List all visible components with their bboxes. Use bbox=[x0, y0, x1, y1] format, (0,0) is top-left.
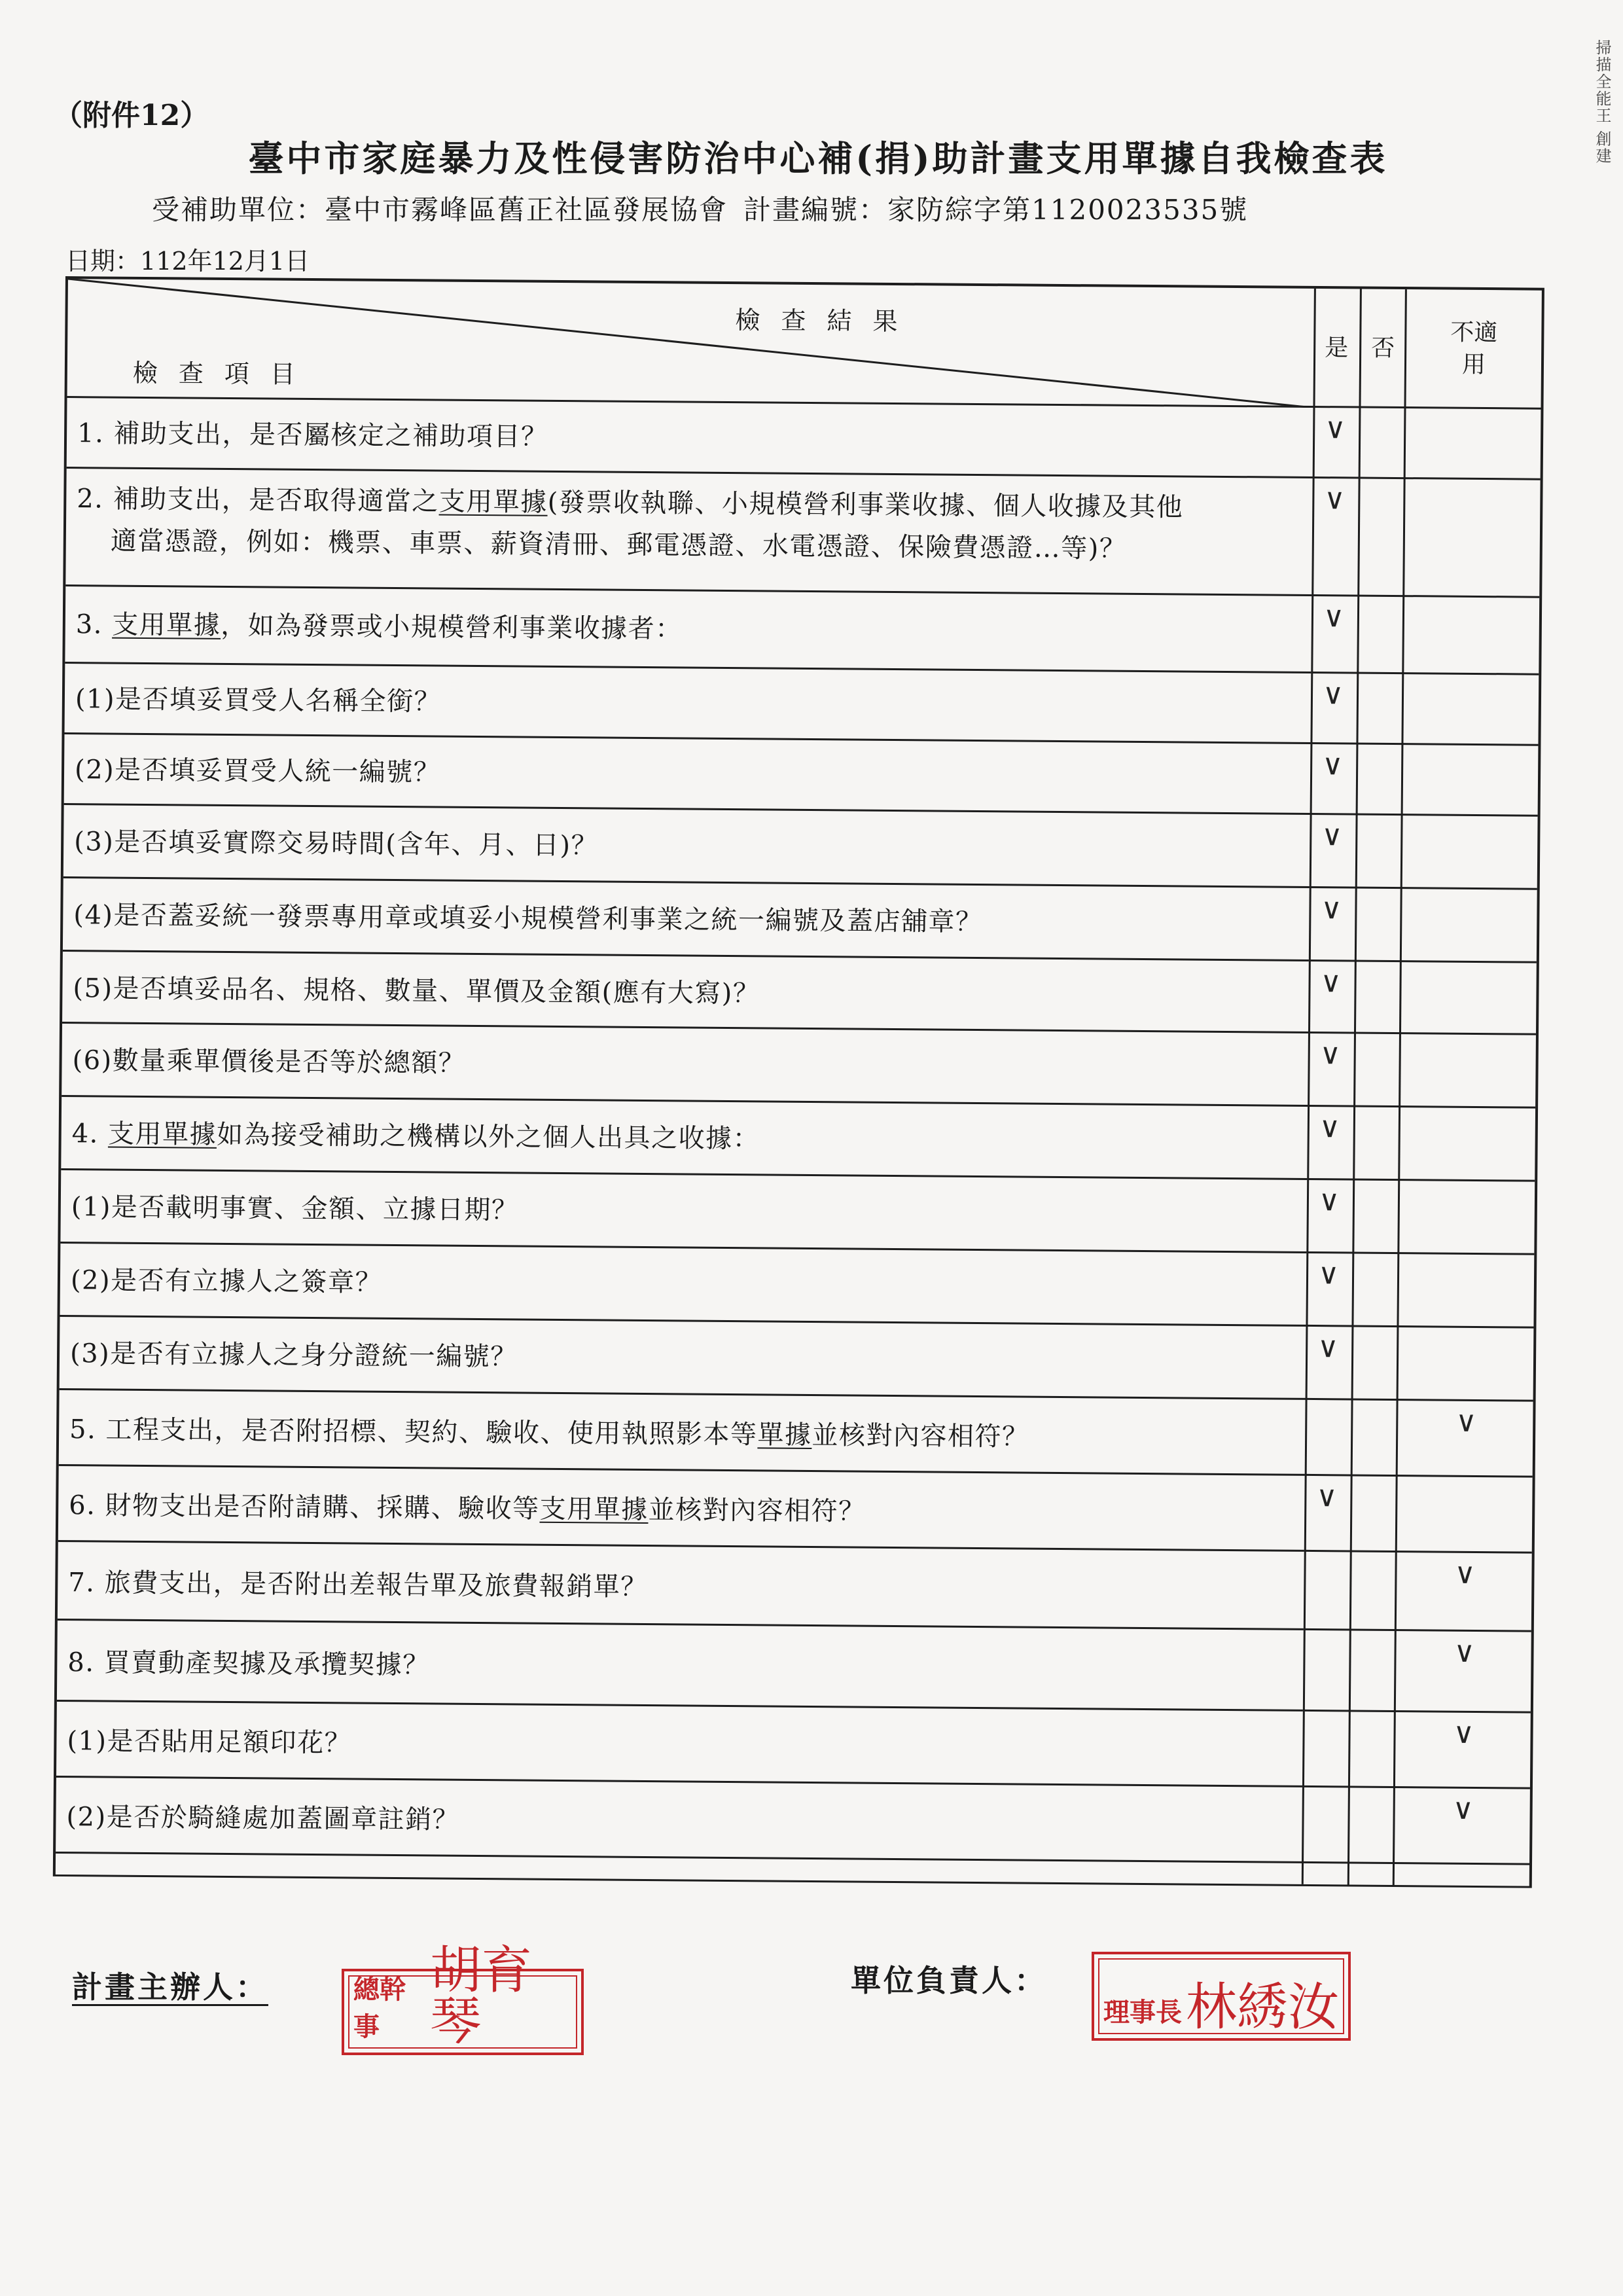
row-item-text bbox=[73, 967, 760, 1014]
row-item-text bbox=[70, 1333, 518, 1378]
row-item-line: 3. 支用單據，如為發票或小規模營利事業收據者： bbox=[75, 609, 683, 645]
row-item-text bbox=[74, 821, 598, 867]
organizer-stamp-frame bbox=[348, 1975, 577, 2049]
header-yes: 是 bbox=[1325, 334, 1349, 362]
column-divider-no bbox=[1347, 289, 1362, 1885]
organizer-stamp-title: 總幹事 bbox=[353, 1974, 406, 2042]
column-divider-na bbox=[1393, 289, 1407, 1885]
head-stamp-title: 理事長 bbox=[1103, 1997, 1182, 2028]
result-cell-divider bbox=[1308, 1031, 1536, 1035]
date-line bbox=[65, 241, 310, 277]
header-not-applicable bbox=[1406, 289, 1541, 410]
check-mark-yes: ∨ bbox=[1321, 892, 1342, 926]
result-cell-divider bbox=[1311, 594, 1539, 598]
organizer-label: 計畫主辦人： bbox=[72, 1969, 268, 2005]
unit-line bbox=[152, 188, 1248, 228]
result-cell-divider bbox=[1306, 1325, 1533, 1329]
table-row bbox=[67, 398, 1313, 478]
table-row bbox=[62, 952, 1309, 1033]
table-row bbox=[63, 878, 1310, 961]
row-item-text bbox=[72, 1039, 465, 1085]
checklist-table bbox=[53, 276, 1544, 1888]
row-item-line: (5)是否填妥品名、規格、數量、單價及金額(應有大寫)？ bbox=[73, 973, 760, 1009]
scanner-watermark bbox=[1588, 39, 1614, 165]
table-row bbox=[58, 1542, 1304, 1630]
head-stamp-name: 林綉汝 bbox=[1186, 1978, 1340, 2037]
check-mark-yes: ∨ bbox=[1319, 1037, 1342, 1071]
date-label: 日期： bbox=[65, 247, 141, 276]
check-mark-yes: ∨ bbox=[1321, 748, 1344, 782]
table-row bbox=[56, 1778, 1302, 1863]
plan-label: 計畫編號： bbox=[743, 194, 888, 226]
header-result: 檢查結果 bbox=[735, 306, 919, 336]
row-item-text bbox=[71, 1259, 383, 1304]
table-row bbox=[60, 1244, 1307, 1327]
row-item-line: 1. 補助支出，是否屬核定之補助項目？ bbox=[77, 418, 548, 452]
check-mark-yes: ∨ bbox=[1317, 1257, 1340, 1291]
result-cell-divider bbox=[1302, 1785, 1530, 1789]
check-mark-yes: ∨ bbox=[1318, 1184, 1340, 1218]
row-item-line: (2)是否有立據人之簽章？ bbox=[70, 1265, 383, 1298]
result-cell-divider bbox=[1310, 742, 1538, 746]
head-stamp-frame bbox=[1098, 1958, 1344, 2037]
organizer-stamp-name: 胡育琴 bbox=[430, 1941, 533, 2051]
row-item-line: 8. 買賣動產契據及承攬契據？ bbox=[67, 1647, 430, 1681]
table-row bbox=[65, 469, 1312, 596]
row-item-text bbox=[68, 1562, 648, 1608]
row-item-text bbox=[73, 894, 983, 943]
table-row bbox=[56, 1702, 1303, 1787]
row-item-text bbox=[75, 678, 442, 723]
plan-value: 家防綜字第1120023535號 bbox=[887, 194, 1249, 226]
check-mark-na: ∨ bbox=[1455, 1405, 1477, 1439]
check-mark-yes: ∨ bbox=[1322, 677, 1344, 711]
row-item-line: (4)是否蓋妥統一發票專用章或填妥小規模營利事業之統一編號及蓋店舖章？ bbox=[73, 900, 983, 938]
table-row bbox=[58, 1466, 1305, 1552]
row-item-text bbox=[71, 1186, 519, 1231]
result-cell-divider bbox=[1304, 1628, 1531, 1632]
head-stamp bbox=[1092, 1952, 1351, 2041]
organizer-stamp bbox=[342, 1941, 584, 2055]
result-cell-divider bbox=[1306, 1398, 1533, 1402]
table-row bbox=[61, 1097, 1308, 1180]
header-not-applicable-label: 不適用 bbox=[1450, 319, 1498, 379]
table-row bbox=[65, 586, 1311, 673]
table-header bbox=[67, 279, 1542, 410]
check-mark-na: ∨ bbox=[1454, 1635, 1475, 1669]
row-item-line: (3)是否有立據人之身分證統一編號？ bbox=[69, 1338, 518, 1372]
check-mark-yes: ∨ bbox=[1320, 965, 1342, 999]
row-item-line: 4. 支用單據如為接受補助之機構以外之個人出具之收據： bbox=[71, 1119, 760, 1155]
check-mark-na: ∨ bbox=[1452, 1792, 1474, 1826]
row-item-line: 6. 財物支出是否附請購、採購、驗收等支用單據並核對內容相符？ bbox=[69, 1490, 866, 1527]
row-item-line: (6)數量乘單價後是否等於總額？ bbox=[72, 1045, 466, 1079]
result-cell-divider bbox=[1303, 1710, 1531, 1713]
check-mark-yes: ∨ bbox=[1323, 600, 1345, 634]
scanner-watermark-text: 掃描全能王 創建 bbox=[1593, 39, 1611, 165]
row-item-line: (1)是否貼用足額印花？ bbox=[67, 1726, 352, 1759]
row-item-text bbox=[77, 478, 1184, 570]
row-item-text bbox=[67, 1720, 351, 1764]
date-value: 112年12月1日 bbox=[140, 247, 310, 276]
check-mark-na: ∨ bbox=[1453, 1716, 1474, 1750]
table-row bbox=[57, 1621, 1304, 1712]
row-item-text bbox=[76, 603, 683, 650]
result-cell-divider bbox=[1307, 1178, 1535, 1182]
result-cell-divider bbox=[1310, 886, 1537, 890]
header-no: 否 bbox=[1371, 334, 1395, 362]
row-item-line: 5. 工程支出，是否附招標、契約、驗收、使用執照影本等單據並核對內容相符？ bbox=[69, 1414, 1029, 1452]
row-item-text bbox=[67, 1641, 430, 1686]
table-row bbox=[62, 1024, 1308, 1107]
row-item-line-continued: 適當憑證，例如：機票、車票、薪資清冊、郵電憑證、水電憑證、保險費憑證…等)？ bbox=[110, 526, 1127, 564]
result-cell-divider bbox=[1309, 960, 1537, 963]
row-item-line: 7. 旅費支出，是否附出差報告單及旅費報銷單？ bbox=[68, 1568, 648, 1603]
result-cell-divider bbox=[1306, 1251, 1534, 1255]
check-mark-na: ∨ bbox=[1454, 1556, 1476, 1590]
check-mark-yes: ∨ bbox=[1325, 412, 1346, 446]
check-mark-yes: ∨ bbox=[1321, 819, 1343, 853]
attachment-label: （附件12） bbox=[54, 99, 209, 132]
document-title: 臺中市家庭暴力及性侵害防治中心補(捐)助計畫支用單據自我檢查表 bbox=[248, 137, 1388, 179]
row-item-text bbox=[75, 749, 441, 793]
row-item-line: 2. 補助支出，是否取得適當之支用單據(發票收執聯、小規模營利事業收據、個人收據及其他 bbox=[77, 484, 1184, 523]
row-item-line: (2)是否於騎縫處加蓋圖章註銷？ bbox=[66, 1802, 460, 1835]
result-cell-divider bbox=[1304, 1550, 1532, 1554]
result-cell-divider bbox=[1313, 476, 1541, 480]
check-mark-yes: ∨ bbox=[1317, 1331, 1339, 1365]
result-cell-divider bbox=[1308, 1105, 1535, 1109]
table-row bbox=[60, 1317, 1306, 1400]
unit-value: 臺中市霧峰區舊正社區發展協會 bbox=[325, 194, 728, 226]
table-row bbox=[63, 805, 1310, 888]
table-row bbox=[59, 1390, 1306, 1476]
result-cell-divider bbox=[1302, 1861, 1529, 1865]
table-row bbox=[65, 664, 1311, 744]
result-cell-divider bbox=[1305, 1474, 1533, 1478]
row-item-text bbox=[69, 1408, 1029, 1458]
result-cell-divider bbox=[1310, 813, 1538, 817]
check-mark-yes: ∨ bbox=[1324, 482, 1346, 516]
header-item: 檢查項目 bbox=[132, 358, 317, 389]
row-item-line: (3)是否填妥實際交易時間(含年、月、日)？ bbox=[74, 827, 599, 861]
row-item-text bbox=[66, 1796, 459, 1841]
check-mark-yes: ∨ bbox=[1316, 1480, 1338, 1514]
row-item-line: (2)是否填妥買受人統一編號？ bbox=[74, 755, 441, 788]
row-item-line: (1)是否載明事實、金額、立據日期？ bbox=[71, 1192, 519, 1226]
table-row bbox=[60, 1170, 1307, 1253]
check-mark-yes: ∨ bbox=[1319, 1111, 1341, 1145]
table-row bbox=[64, 734, 1311, 815]
row-item-text bbox=[71, 1113, 760, 1160]
row-item-line: (1)是否填妥買受人名稱全銜？ bbox=[75, 684, 442, 717]
head-label: 單位負責人： bbox=[851, 1963, 1047, 1998]
row-item-text bbox=[69, 1484, 866, 1533]
unit-label: 受補助單位： bbox=[152, 194, 325, 226]
row-item-text bbox=[77, 412, 548, 458]
result-cell-divider bbox=[1311, 672, 1539, 675]
